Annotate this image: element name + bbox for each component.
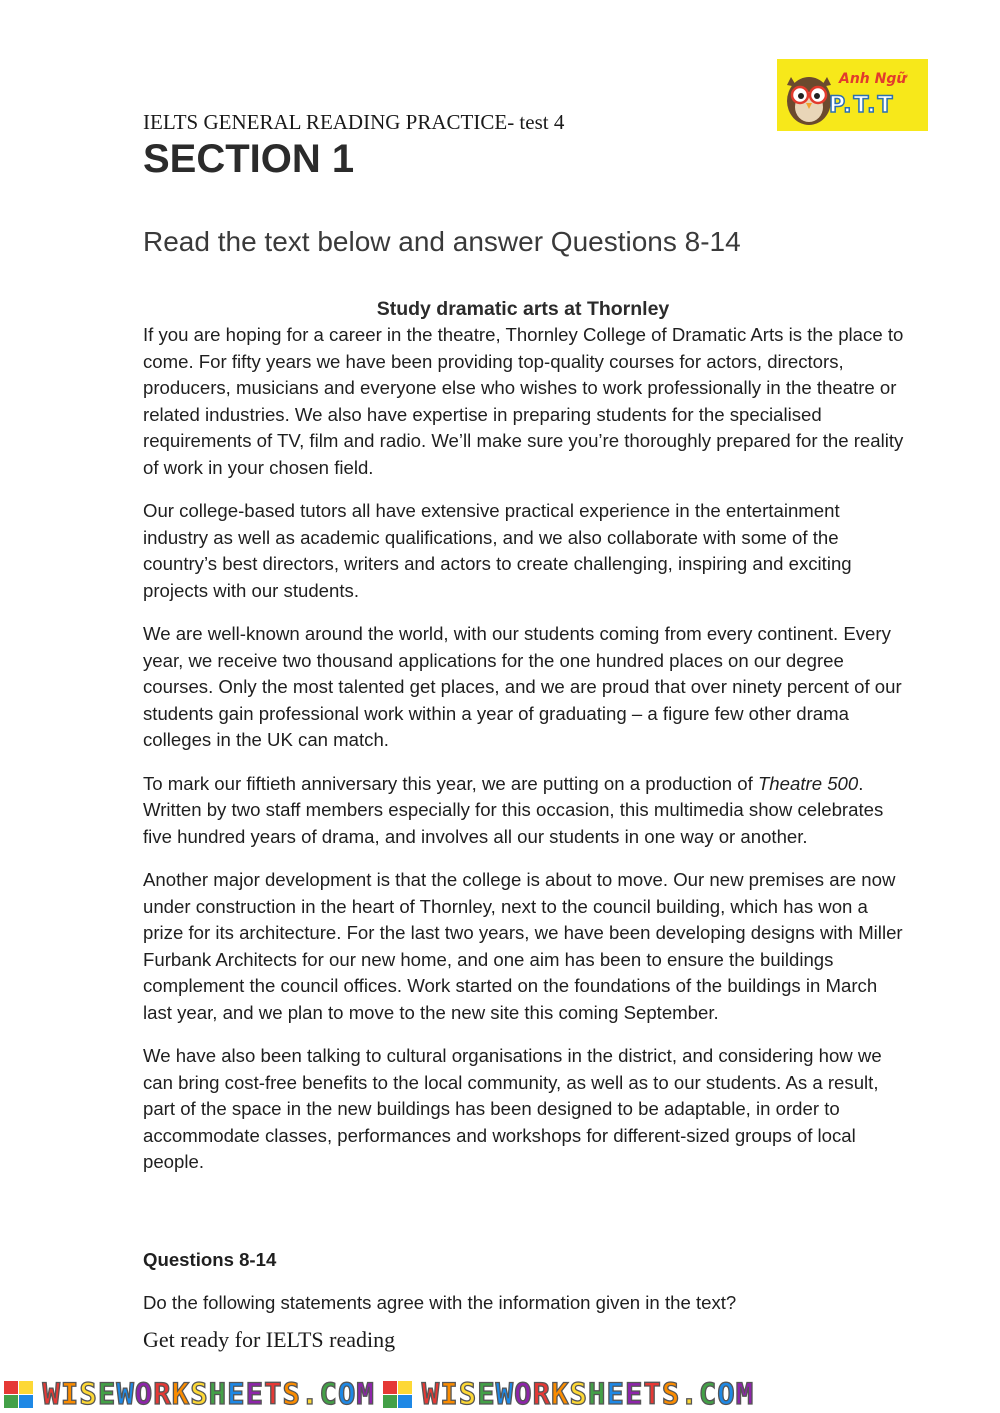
article-title: Study dramatic arts at Thornley — [376, 298, 670, 320]
article-paragraph: We are well-known around the world, with our students coming from every continent. Every year, we receive two thousand applications for the one hundred places on our degree courses. Only the most talented get places, and we are proud that over ninety percent of our students gain professional work within a year of graduating – a figure few other drama colleges in the UK can match. — [143, 623, 902, 750]
article-paragraph: If you are hoping for a career in the theatre, Thornley College of Dramatic Arts is the place to come. For fifty years we have been providing top-quality courses for actors, directors, producers, musicians and everyone else who wishes to work professionally in the theatre or related industries. We also have expertise in preparing students for the specialised requirements of TV, film and radio. We’ll make sure you’re thoroughly prepared for the reality of work in your chosen field. — [143, 324, 904, 478]
wise-logo-icon — [383, 1381, 413, 1409]
article-paragraph: Another major development is that the college is about to move. Our new premises are now under construction in the heart of Thornley, next to the council building, which has won a prize for its architecture. For the last two years, we have been developing designs with Miller Furbank Architects for our new home, and one aim has been to ensure the buildings complement the council offices. Work started on the foundations of the buildings in March last year, and we plan to move to the new site this coming September. — [143, 869, 903, 1023]
article-paragraph: Our college-based tutors all have extensive practical experience in the entertainment industry as well as academic qualifications, and we also collaborate with some of the country’s best directors, writers and actors to create challenging, inspiring and exciting projects with our students. — [143, 500, 852, 601]
watermark-group — [0, 1376, 375, 1413]
wise-logo-icon — [4, 1381, 34, 1409]
logo-brand-bottom: P.T.T — [829, 93, 895, 118]
watermark-text: WISEWORKSHEETS.COM — [42, 1377, 375, 1411]
watermark-text: WISEWORKSHEETS.COM — [421, 1377, 755, 1411]
test-label: IELTS GENERAL READING PRACTICE- test 4 — [143, 110, 565, 134]
article-body — [143, 322, 905, 1193]
article-paragraph: We have also been talking to cultural organisations in the district, and considering how we can bring cost-free benefits to the local community, as well as to our students. As a result, part of the space in the new buildings has been designed to be adaptable, in order to accommodate classes, performances and workshops for different-sized groups of local people. — [143, 1045, 882, 1172]
footer-note: Get ready for IELTS reading — [143, 1327, 396, 1352]
questions-instruction: Do the following statements agree with the information given in the text? — [143, 1292, 737, 1313]
questions-heading: Questions 8-14 — [143, 1249, 277, 1270]
watermark-bar — [0, 1376, 1000, 1413]
article-paragraph — [143, 771, 905, 851]
paragraph-text: . Written by two staff members especially for this occasion, this multimedia show celebrates five hundred years of drama, and involves all our students in one way or another. — [143, 772, 884, 847]
show-title: Theatre 500 — [757, 772, 859, 794]
watermark-group — [379, 1376, 754, 1413]
reading-instruction: Read the text below and answer Questions 8-14 — [143, 226, 741, 257]
section-title: SECTION 1 — [143, 137, 355, 181]
logo-brand-top: Anh Ngữ — [839, 71, 907, 87]
brand-logo — [777, 59, 928, 131]
paragraph-text: To mark our fiftieth anniversary this year, we are putting on a production of — [143, 772, 758, 794]
